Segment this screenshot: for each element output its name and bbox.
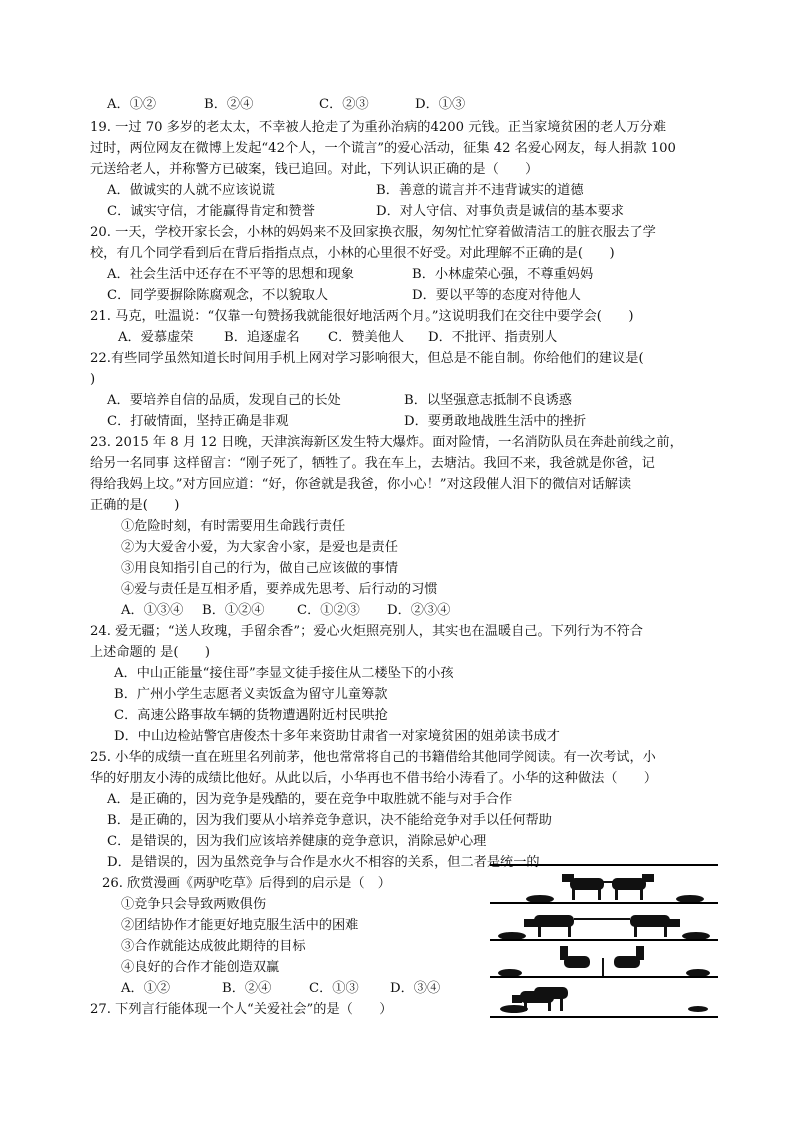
q19-option-a: A．做诚实的人就不应该说谎 <box>107 183 275 198</box>
option-b: B．②④ <box>204 97 254 112</box>
q22-stem-line: ) <box>90 372 96 387</box>
q20-stem-line: 校，有几个同学看到后在背后指指点点，小林的心里很不好受。对此理解不正确的是( ) <box>90 246 615 261</box>
option-a: A．①③④ <box>121 603 184 618</box>
q26-item: ①竞争只会导致两败俱伤 <box>121 897 267 912</box>
q24-option-a: A．中山正能量“接住哥”李显文徒手接住从二楼坠下的小孩 <box>114 666 454 681</box>
q20-option-b: B．小林虚荣心强，不尊重妈妈 <box>412 267 594 282</box>
q20-option-d: D．要以平等的态度对待他人 <box>412 288 581 303</box>
q24-stem-line: 上述命题的 是( ) <box>90 645 210 660</box>
cartoon-panel-4 <box>490 977 718 1013</box>
q23-item: ①危险时刻，有时需要用生命践行责任 <box>121 519 346 534</box>
q24-stem-line: 24. 爱无疆；“送人玫瑰，手留余香”；爱心火炬照亮别人，其实也在温暖自己。下列行为不符合 <box>90 624 643 639</box>
q22-option-b: B．以坚强意志抵制不良诱惑 <box>404 393 572 408</box>
q19-option-b: B．善意的谎言并不违背诚实的道德 <box>376 183 584 198</box>
q21-stem-line: 21. 马克，吐温说：“仅靠一句赞扬我就能很好地活两个月。”这说明我们在交往中要学会( ) <box>90 309 634 324</box>
cartoon-panel-3 <box>490 940 718 978</box>
q25-option-a: A．是正确的，因为竞争是残酷的，要在竞争中取胜就不能与对手合作 <box>107 792 513 807</box>
q24-option-b: B．广州小学生志愿者义卖饭盒为留守儿童筹款 <box>114 687 388 702</box>
q23-item: ②为大爱舍小爱，为大家舍小家，是爱也是责任 <box>121 540 398 555</box>
q24-option-c: C．高速公路事故车辆的货物遭遇附近村民哄抢 <box>114 708 388 723</box>
q23-stem-line: 正确的是( ) <box>90 498 180 513</box>
q27-stem-line: 27. 下列言行能体现一个人“关爱社会”的是（ ） <box>90 1002 393 1017</box>
option-b: B．追逐虚名 <box>224 330 300 345</box>
q26-item: ②团结协作才能更好地克服生活中的困难 <box>121 918 359 933</box>
option-a: A．①② <box>107 97 157 112</box>
q19-stem-line: 元送给老人，并称警方已破案，钱已追回。对此，下列认识正确的是（ ） <box>90 162 539 177</box>
q20-stem-line: 20. 一天，学校开家长会，小林的妈妈来不及回家换衣服，匆匆忙忙穿着做清洁工的脏衣服去了学 <box>90 225 656 240</box>
option-d: D．③④ <box>390 981 441 996</box>
q23-item: ③用良知指引自己的行为，做自己应该做的事情 <box>121 561 398 576</box>
q25-stem-line: 25. 小华的成绩一直在班里名列前茅，他也常常将自己的书籍借给其他同学阅读。有一次考试，小 <box>90 750 656 765</box>
cartoon-panel-1 <box>490 866 718 904</box>
q23-item: ④爱与责任是互相矛盾，要养成先思考、后行动的习惯 <box>121 582 438 597</box>
option-b: B．①②④ <box>202 603 265 618</box>
option-c: C．①②③ <box>297 603 360 618</box>
q20-option-a: A．社会生活中还存在不平等的思想和现象 <box>107 267 354 282</box>
option-d: D．①③ <box>415 97 466 112</box>
q25-option-b: B．是正确的，因为我们要从小培养竞争意识，决不能给竞争对手以任何帮助 <box>107 813 552 828</box>
q19-stem-line: 19. 一过 70 多岁的老太太，不幸被人抢走了为重孙治病的4200 元钱。正当家境贫困的老人万分难 <box>90 120 667 135</box>
option-a: A．爱慕虚荣 <box>118 330 194 345</box>
q25-option-c: C．是错误的，因为我们应该培养健康的竞争意识，消除忌妒心理 <box>107 834 487 849</box>
q25-stem-line: 华的好朋友小涛的成绩比他好。从此以后，小华再也不借书给小涛看了。小华的这种做法（ ） <box>90 771 658 786</box>
option-a: A．①② <box>121 981 171 996</box>
q22-stem-line: 22.有些同学虽然知道长时间用手机上网对学习影响很大，但总是不能自制。你给他们的建议是( <box>90 351 644 366</box>
q19-stem-line: 过时，两位网友在微博上发起“42个人，一个谎言”的爱心活动，征集 42 名爱心网友，每人捐款 100 <box>90 141 676 156</box>
option-b: B．②④ <box>222 981 272 996</box>
q26-stem-line: 26. 欣赏漫画《两驴吃草》后得到的启示是（ ） <box>102 876 391 891</box>
q23-stem-line: 给另一名同事 这样留言：“刚子死了，牺牲了。我在车上，去塘沽。我回不来，我爸就是你爸，记 <box>90 456 655 471</box>
q25-option-d: D．是错误的，因为虽然竞争与合作是水火不相容的关系，但二者是统一的 <box>107 855 540 870</box>
option-c: C．①③ <box>309 981 359 996</box>
q23-stem-line: 得给我妈上坟。”对方回应道：“好，你爸就是我爸，你小心！”对这段催人泪下的微信对话解读 <box>90 477 632 492</box>
q19-option-d: D．对人守信、对事负责是诚信的基本要求 <box>376 204 624 219</box>
q26-item: ④良好的合作才能创造双赢 <box>121 960 280 975</box>
donkey-cartoon <box>490 864 718 1018</box>
q22-option-c: C．打破情面，坚持正确是非观 <box>107 414 289 429</box>
q24-option-d: D．中山边检站警官唐俊杰十多年来资助甘肃省一对家境贫困的姐弟读书成才 <box>114 729 560 744</box>
option-d: D．不批评、指责别人 <box>428 330 558 345</box>
q19-option-c: C．诚实守信，才能赢得肯定和赞誉 <box>107 204 315 219</box>
q26-item: ③合作就能达成彼此期待的目标 <box>121 939 306 954</box>
q20-option-c: C．同学要摒除陈腐观念，不以貌取人 <box>107 288 329 303</box>
q23-stem-line: 23. 2015 年 8 月 12 日晚，天津滨海新区发生特大爆炸。面对险情，一名消防队员在奔赴前线之前， <box>90 435 683 450</box>
q22-option-d: D．要勇敢地战胜生活中的挫折 <box>404 414 587 429</box>
cartoon-panel-2 <box>490 903 718 941</box>
option-c: C．②③ <box>319 97 369 112</box>
q22-option-a: A．要培养自信的品质，发现自己的长处 <box>107 393 341 408</box>
option-d: D．②③④ <box>387 603 451 618</box>
option-c: C．赞美他人 <box>328 330 405 345</box>
